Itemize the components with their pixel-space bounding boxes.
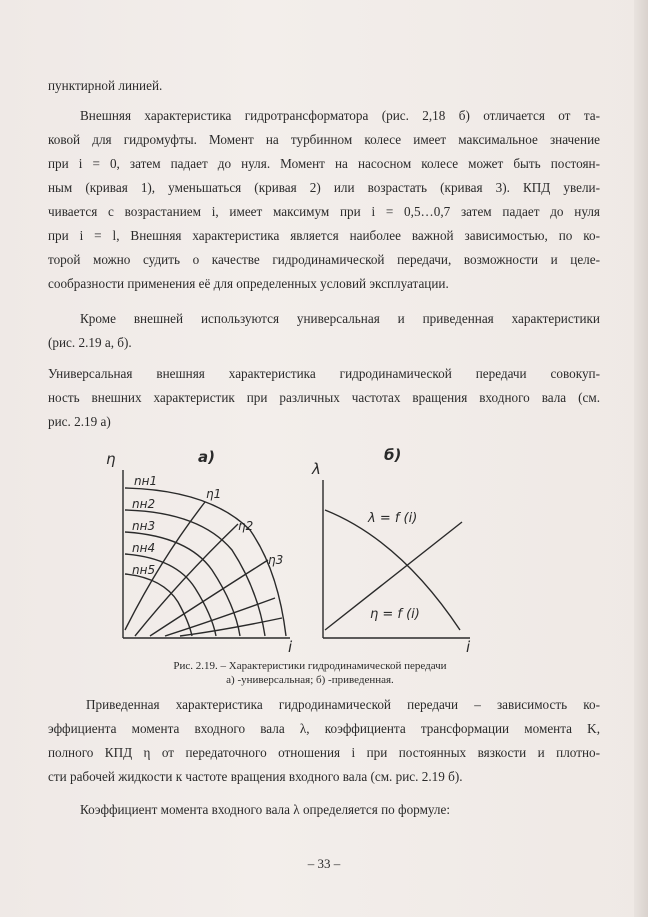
a-eta1-label: η1: [206, 487, 222, 501]
paragraph-line: ковой для гидромуфты. Момент на турбинном колесе имеет максимальное значение: [48, 132, 600, 147]
paragraph-line: чивается с возрастанием i, имеет максимум при i = 0,5…0,7 затем падает до нуля: [48, 204, 600, 219]
figure-2-19: [0, 440, 648, 660]
b-x-label: i: [466, 638, 471, 656]
a-curve-eta5: [180, 618, 282, 636]
paragraph-line: эффициента момента входного вала λ, коэффициента трансформации момента K,: [48, 721, 600, 736]
paragraph-line: при i = l, Внешняя характеристика является наиболее важной зависимостью, по ко-: [48, 228, 600, 243]
a-x-label: i: [288, 638, 293, 656]
paragraph-line: торой можно судить о качестве гидродинамической передачи, возможности и целе-: [48, 252, 600, 267]
a-eta3-label: η3: [268, 553, 284, 567]
b-eta-label: η = f (i): [370, 607, 420, 622]
a-nh5-label: nн5: [132, 563, 156, 577]
a-y-label: η: [106, 450, 116, 468]
b-lambda-label: λ = f (i): [368, 511, 418, 526]
figure-caption-line2: а) -универсальная; б) -приведенная.: [226, 674, 394, 686]
paragraph-line: рис. 2.19 а): [48, 414, 111, 429]
a-nh1-label: nн1: [134, 474, 158, 488]
a-nh2-label: nн2: [132, 497, 156, 511]
paragraph-line: ным (кривая 1), уменьшаться (кривая 2) или возрастать (кривая 3). КПД увели-: [48, 180, 600, 195]
a-eta2-label: η2: [238, 519, 254, 533]
paragraph-line: Универсальная внешняя характеристика гидродинамической передачи совокуп-: [48, 366, 600, 381]
paragraph-line: сти рабочей жидкости к частоте вращения входного вала (см. рис. 2.19 б).: [48, 769, 463, 784]
a-figure-label: а): [198, 448, 215, 466]
paragraph-line: Внешняя характеристика гидротрансформатора (рис. 2,18 б) отличается от та-: [80, 108, 600, 123]
figure-caption-line1: Рис. 2.19. – Характеристики гидродинамической передачи: [173, 660, 447, 672]
b-y-label: λ: [312, 460, 321, 478]
paragraph-line: при i = 0, затем падает до нуля. Момент на насосном колесе может быть постоян-: [48, 156, 600, 171]
paragraph-line: Приведенная характеристика гидродинамической передачи – зависимость ко-: [86, 697, 600, 712]
page-number: – 33 –: [307, 856, 341, 871]
a-nh4-label: nн4: [132, 541, 156, 555]
paragraph-line: сообразности применения её для определенных условий эксплуатации.: [48, 276, 449, 291]
paragraph-line: пунктирной линией.: [48, 78, 163, 93]
paragraph-line: (рис. 2.19 а, б).: [48, 335, 132, 350]
a-nh3-label: nн3: [132, 519, 156, 533]
paragraph-line: ность внешних характеристик при различных частотах вращения входного вала (см.: [48, 390, 600, 405]
b-figure-label: б): [384, 446, 402, 464]
paragraph-line: Коэффициент момента входного вала λ определяется по формуле:: [80, 802, 451, 817]
a-curve-nh5: [125, 574, 192, 636]
paragraph-line: Кроме внешней используются универсальная и приведенная характеристики: [80, 311, 600, 326]
paragraph-line: полного КПД η от передаточного отношения i при постоянных вязкости и плотно-: [48, 745, 600, 760]
